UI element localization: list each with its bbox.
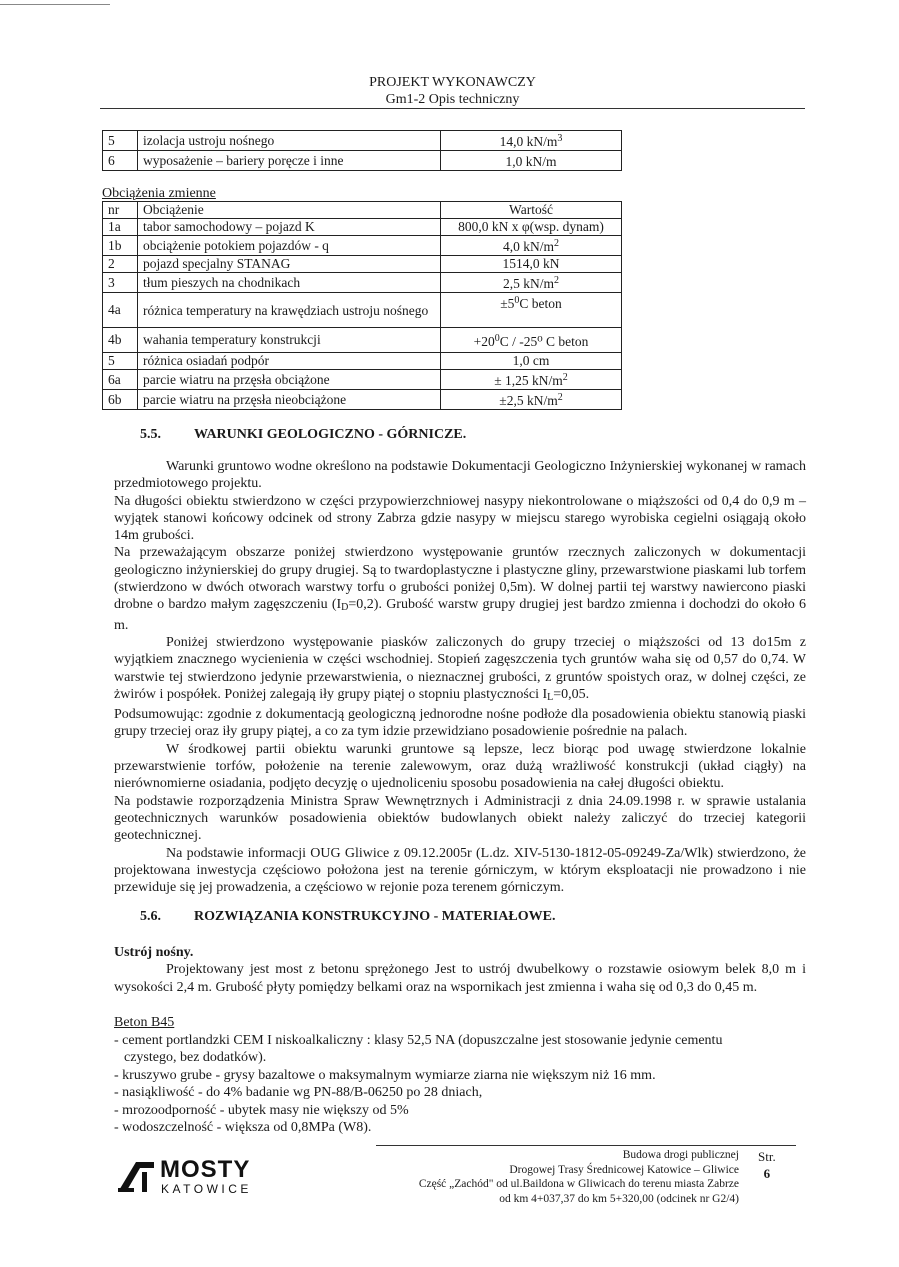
table-row xyxy=(103,390,622,410)
row-name: tłum pieszych na chodnikach xyxy=(138,273,441,293)
row-name: wahania temperatury konstrukcji xyxy=(138,328,441,353)
row-nr: 6b xyxy=(103,390,138,410)
row-value xyxy=(441,390,622,410)
footer-line: Część „Zachód" od ul.Baildona w Gliwicach do terenu miasta Zabrze xyxy=(418,1178,739,1190)
value-suffix: C beton xyxy=(519,296,562,311)
table-row xyxy=(103,328,622,353)
header-rule xyxy=(100,108,805,109)
row-nr: 4a xyxy=(103,293,138,328)
row-value xyxy=(441,370,622,390)
row-name: pojazd specjalny STANAG xyxy=(138,256,441,273)
page-label: Str. xyxy=(758,1149,776,1164)
paragraph: Na podstawie rozporządzenia Ministra Spraw Wewnętrznych i Administracji z dnia 24.09.1998 r. w sprawie ustalania geotechnicznych warunków posadowienia obiektów budowlanych obiekt należy zaliczyć do trzeciej kategorii geotechnicznej. xyxy=(114,793,806,844)
paragraph-text: =0,05. xyxy=(553,686,590,702)
table-header-row xyxy=(103,202,622,219)
row-name: tabor samochodowy – pojazd K xyxy=(138,219,441,236)
paragraph-text: =0,2). Grubość warstw grupy drugiej jest bardzo zmienna i dochodzi do około 6 m. xyxy=(114,597,806,633)
row-nr: 3 xyxy=(103,273,138,293)
section-55-body xyxy=(114,458,806,896)
value-text: 1,0 kN/m xyxy=(505,154,557,169)
value-exponent: 2 xyxy=(554,238,559,249)
section-55-number: 5.5. xyxy=(140,427,161,442)
row-name: obciążenie potokiem pojazdów - q xyxy=(138,236,441,256)
table-row xyxy=(103,256,622,273)
value-text: 2,5 kN/m xyxy=(502,276,554,291)
row-name: różnica temperatury na krawędziach ustroju nośnego xyxy=(138,293,441,328)
value-suffix: C / -25⁰ C beton xyxy=(499,333,589,349)
footer-rule xyxy=(376,1145,796,1146)
paragraph xyxy=(114,544,806,633)
company-logo xyxy=(116,1156,252,1199)
value-exponent: 3 xyxy=(557,133,563,144)
row-name: parcie wiatru na przęsła obciążone xyxy=(138,370,441,390)
paragraph-text: Na przeważającym obszarze poniżej stwierdzono występowanie gruntów rzecznych zaliczonych w dokumentacji geologiczno inżynierskiej do grupy drugiej. Są to twardoplastyczne i plastyczne gliny, przewarstwione piaskami lub torfem (stwierdzono w dwóch otworach warstwy torfu o grubości poniżej 0,5m). W dolnej partii tej warstwy nawiercono piaski drobne o bardzo małym zagęszczeniu (I xyxy=(114,545,806,613)
concrete-spec xyxy=(114,1014,806,1137)
row-nr: 1a xyxy=(103,219,138,236)
section-56-title: ROZWIĄZANIA KONSTRUKCYJNO - MATERIAŁOWE. xyxy=(194,909,556,924)
footer-project-info xyxy=(319,1148,739,1206)
row-value xyxy=(441,151,622,171)
structure-subheading: Ustrój nośny. xyxy=(114,945,194,960)
row-name: wyposażenie – bariery poręcze i inne xyxy=(138,151,441,171)
value-exponent: 2 xyxy=(554,275,559,286)
header-title: PROJEKT WYKONAWCZY xyxy=(369,75,536,90)
paragraph-text: Poniżej stwierdzono występowanie piasków zaliczonych do grupy trzeciej o miąższości od 13 do15m z wyjątkiem znacznego wycienienia w części wschodniej. Stopień zagęszczenia tych gruntów waha się od 0,57 do 0,74. W warstwie tej stwierdzono jedynie przewarstwienia, o nieznacznej grubości, z gruntów spoistych oraz, w dolnej części, ze żwirów i pospółek. Poniżej zalegają iły grupy piątej o stopniu plastyczności I xyxy=(114,634,806,702)
table-row xyxy=(103,353,622,370)
row-nr: 4b xyxy=(103,328,138,353)
value-text: ±2,5 kN/m xyxy=(499,393,558,408)
value-text: 800,0 kN x φ(wsp. dynam) xyxy=(458,219,604,234)
list-item: - wodoszczelność - większa od 0,8MPa (W8). xyxy=(114,1120,372,1135)
row-value xyxy=(441,256,622,273)
row-value xyxy=(441,273,622,293)
paragraph: Warunki gruntowo wodne określono na podstawie Dokumentacji Geologiczno Inżynierskiej wykonanej w ramach przedmiotowego projektu. xyxy=(114,459,806,492)
permanent-loads-table xyxy=(102,130,622,171)
section-55-title: WARUNKI GEOLOGICZNO - GÓRNICZE. xyxy=(194,427,467,442)
paragraph xyxy=(114,634,806,706)
row-nr: 1b xyxy=(103,236,138,256)
index-subscript: L xyxy=(547,691,554,703)
page-header xyxy=(100,74,805,108)
value-text: +20 xyxy=(473,333,495,349)
list-item: - kruszywo grube - grysy bazaltowe o maksymalnym wymiarze ziarna nie większym niż 16 mm. xyxy=(114,1067,656,1083)
footer-line: Budowa drogi publicznej xyxy=(622,1149,739,1161)
row-nr: 6a xyxy=(103,370,138,390)
row-nr: 2 xyxy=(103,256,138,273)
page-number-block xyxy=(758,1148,776,1182)
value-text: 1514,0 kN xyxy=(502,256,560,271)
value-exponent: 0 xyxy=(514,295,520,306)
paragraph: Na podstawie informacji OUG Gliwice z 09.12.2005r (L.dz. XIV-5130-1812-05-09249-Za/Wlk) stwierdzono, że projektowana inwestycja częściowo położona jest na terenie górniczym, w którym eksploatacji nie prowadzono i nie przewiduje się jej prowadzenia, a częściowo w rejonie poza terenem górniczym. xyxy=(114,845,806,896)
value-exponent: 2 xyxy=(562,372,568,383)
row-name: izolacja ustroju nośnego xyxy=(138,131,441,151)
row-name: parcie wiatru na przęsła nieobciążone xyxy=(138,390,441,410)
table-row xyxy=(103,219,622,236)
list-item: - nasiąkliwość - do 4% badanie wg PN-88/B-06250 po 28 dniach, xyxy=(114,1085,483,1100)
row-value xyxy=(441,219,622,236)
value-text: 4,0 kN/m xyxy=(502,239,554,254)
table-row xyxy=(103,236,622,256)
index-subscript: D xyxy=(341,602,349,614)
logo-wordmark: MOSTY xyxy=(160,1156,251,1183)
header-subtitle: Gm1-2 Opis techniczny xyxy=(385,92,520,107)
value-exponent: 2 xyxy=(557,392,563,403)
footer-line: Drogowej Trasy Średnicowej Katowice – Gliwice xyxy=(509,1163,739,1176)
variable-loads-caption: Obciążenia zmienne xyxy=(102,186,216,201)
value-text: 14,0 kN/m xyxy=(499,134,558,149)
top-edge-line xyxy=(0,4,110,5)
table-row xyxy=(103,370,622,390)
table-row xyxy=(103,131,622,151)
header-nr: nr xyxy=(103,202,138,219)
row-nr: 6 xyxy=(103,151,138,171)
logo-subtitle: KATOWICE xyxy=(161,1182,252,1196)
value-text: ± 1,25 kN/m xyxy=(494,373,563,388)
list-item: czystego, bez dodatków). xyxy=(124,1050,267,1065)
row-value xyxy=(441,353,622,370)
table-row xyxy=(103,273,622,293)
value-text: ±5 xyxy=(500,296,515,311)
table-row xyxy=(103,151,622,171)
paragraph: W środkowej partii obiektu warunki gruntowe są lepsze, lecz biorąc pod uwagę stwierdzone lokalnie przewarstwienie torfów, położenie na terenie zalewowym, oraz dużą wrażliwość konstrukcji (układ ciągły) na nierównomierne osiadania, podjęto decyzję o ujednoliceniu sposobu posadowienia na całej długości obiektu. xyxy=(114,741,806,792)
bridge-logo-icon xyxy=(116,1158,156,1194)
value-text: 1,0 cm xyxy=(512,353,550,368)
footer-line: od km 4+037,37 do km 5+320,00 (odcinek nr G2/4) xyxy=(499,1192,739,1205)
paragraph: Projektowany jest most z betonu sprężonego Jest to ustrój dwubelkowy o rozstawie osiowym belek 8,0 m i wysokości 2,4 m. Grubość płyty pomiędzy belkami oraz na wspornikach jest zmienna i waha się od 0,3 do 0,45 m. xyxy=(114,962,806,995)
section-56-number: 5.6. xyxy=(140,909,161,924)
section-56-body xyxy=(114,944,806,996)
header-value: Wartość xyxy=(441,202,622,219)
row-nr: 5 xyxy=(103,131,138,151)
row-value xyxy=(441,293,622,328)
header-name: Obciążenie xyxy=(138,202,441,219)
row-value xyxy=(441,328,622,353)
list-item: - cement portlandzki CEM I niskoalkaliczny : klasy 52,5 NA (dopuszczalne jest stosowanie jedynie cementu xyxy=(114,1032,723,1048)
variable-loads-table xyxy=(102,201,622,410)
page-number: 6 xyxy=(763,1166,771,1181)
row-nr: 5 xyxy=(103,353,138,370)
paragraph: Podsumowując: zgodnie z dokumentacją geologiczną jednorodne nośne podłoże dla posadowienia obiektu stanowią piaski grupy trzeciej oraz iły grupy piątej, a co za tym idzie przewidziano posadowienie pośrednie na palach. xyxy=(114,707,806,740)
row-value xyxy=(441,236,622,256)
row-value xyxy=(441,131,622,151)
value-exponent: 0 xyxy=(494,332,500,344)
concrete-heading: Beton B45 xyxy=(114,1015,175,1030)
list-item: - mrozoodporność - ubytek masy nie większy od 5% xyxy=(114,1102,409,1118)
table-row xyxy=(103,293,622,328)
row-name: różnica osiadań podpór xyxy=(138,353,441,370)
paragraph: Na długości obiektu stwierdzono w części przypowierzchniowej nasypy niekontrolowane o miąższości od 0,4 do 0,9 m – wyjątek stanowi końcowy odcinek od strony Zabrza gdzie nasypy w miejscu starego wyrobiska cegielni osiągają około 14m grubości. xyxy=(114,493,806,544)
